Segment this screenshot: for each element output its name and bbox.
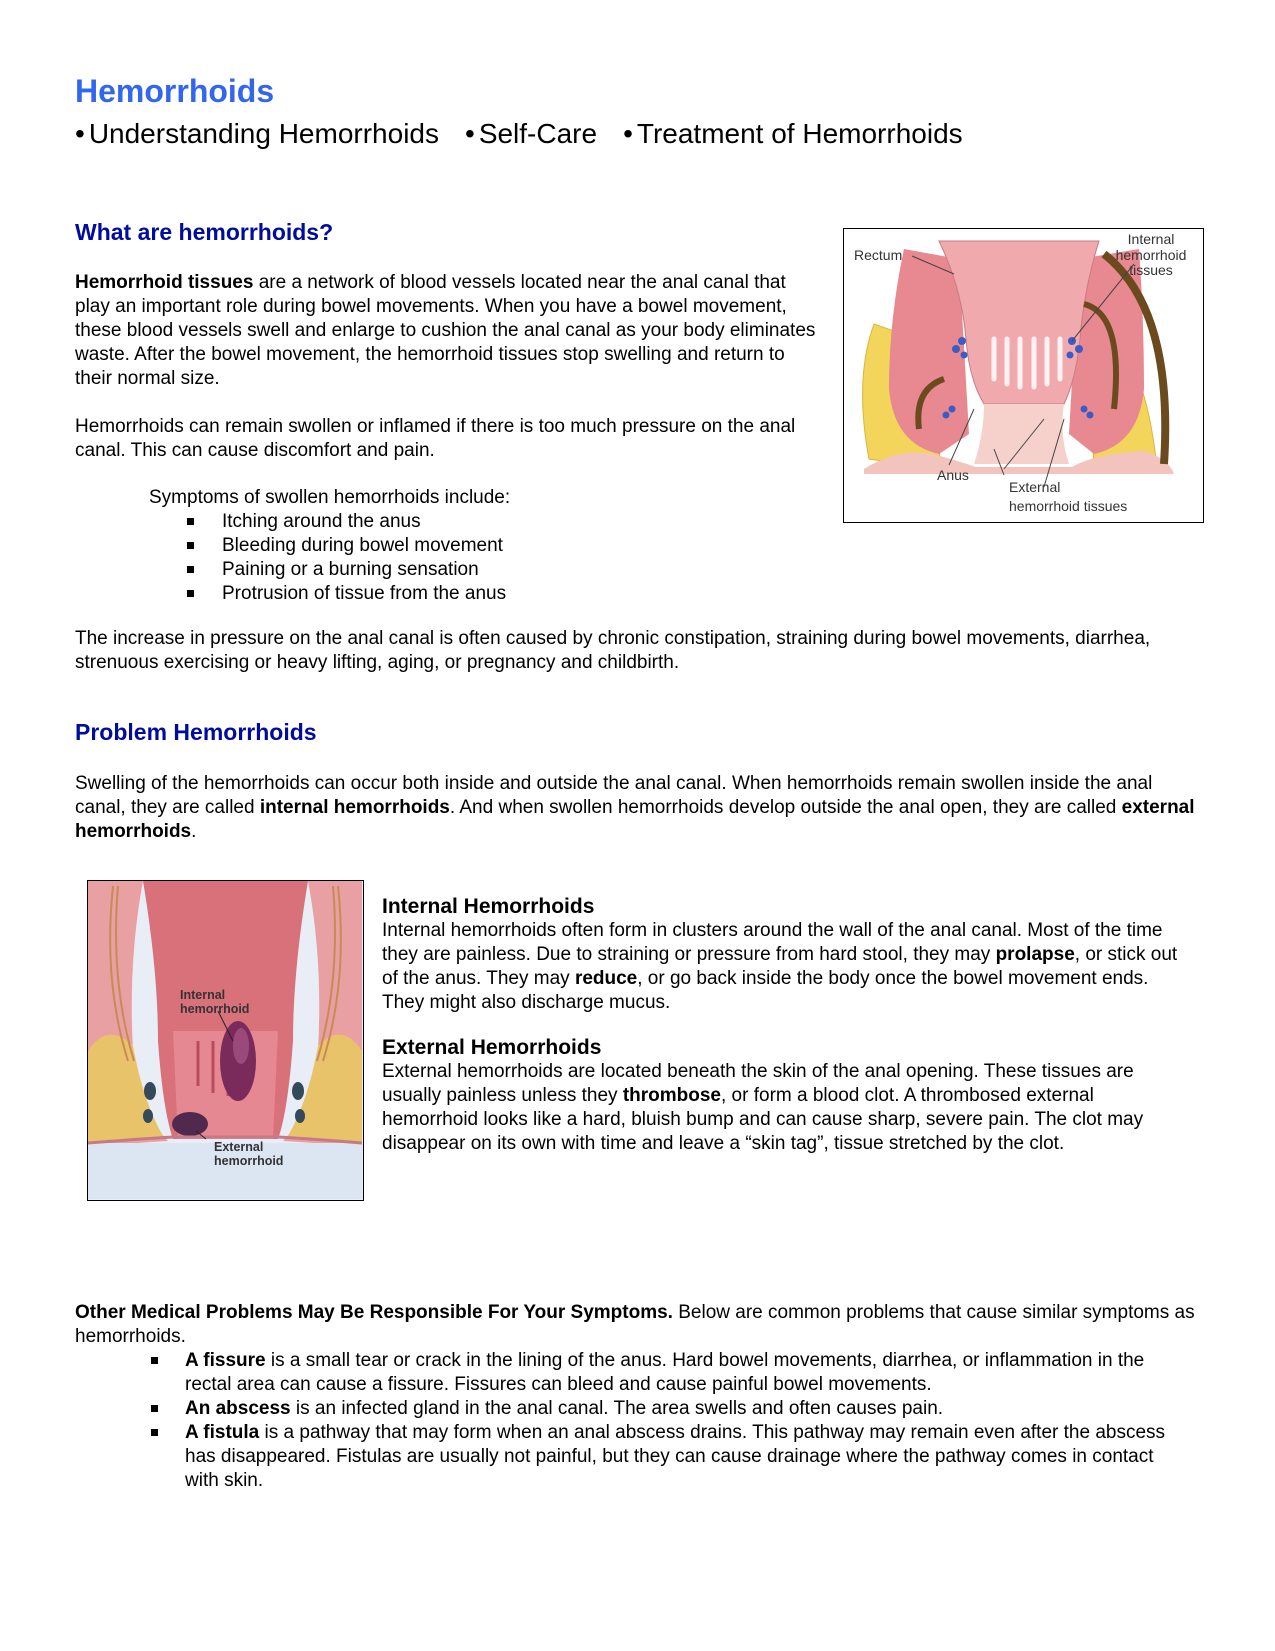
label-internal: tissues	[1129, 262, 1173, 278]
bold-term: prolapse	[995, 944, 1075, 965]
hemorrhoid-types-illustration	[88, 881, 362, 1199]
paragraph-causes: The increase in pressure on the anal canal is often caused by chronic constipation, straining during bowel movements, diarrhea, strenuous exercising or heavy lifting, aging, or pregnancy and childbirth.	[75, 628, 1151, 673]
page-title: Hemorrhoids	[75, 73, 275, 109]
paragraph-text: . And when swollen hemorrhoids develop outside the anal open, they are called	[449, 797, 1122, 818]
list-item	[222, 582, 506, 606]
label-external: hemorrhoid tissues	[1009, 498, 1128, 514]
square-bullet-icon	[187, 566, 194, 573]
nav-item-self-care[interactable]	[465, 118, 597, 150]
symptoms-list	[222, 510, 506, 606]
subheading-external: External Hemorrhoids	[382, 1036, 602, 1059]
square-bullet-icon	[151, 1357, 158, 1364]
paragraph-text: External hemorrhoids are located beneath the skin of the anal opening. These tissues are usually painless unless they	[382, 1061, 1134, 1106]
nav-label: Treatment of Hemorrhoids	[636, 118, 963, 149]
list-item-text: Paining or a burning sensation	[222, 559, 479, 580]
paragraph-text: are a network of blood vessels located near the anal canal that play an important role during bowel movements. When you have a bowel movement, these blood vessels swell and enlarge to cushion the anal canal as your body eliminates waste. After the bowel movement, the hemorrhoid tissues stop swelling and return to their normal size.	[75, 272, 816, 389]
bold-term: Hemorrhoid tissues	[75, 272, 254, 293]
paragraph-problem	[75, 772, 1205, 844]
paragraph-text: , or form a blood clot. A thrombosed external hemorrhoid looks like a hard, bluish bump and can cause sharp, severe pain. The clot may disappear on its own with time and leave a “skin tag”, tissue stretched by the clot.	[382, 1085, 1144, 1154]
hemorrhoid-types-figure	[87, 880, 364, 1201]
bold-term: A fissure	[185, 1350, 266, 1371]
anatomy-figure-rectum	[843, 228, 1204, 523]
bold-term: Other Medical Problems May Be Responsible For Your Symptoms.	[75, 1302, 673, 1323]
list-item-text: is a pathway that may form when an anal abscess drains. This pathway may remain even after the abscess has disappeared. Fistulas are usually not painful, but they can cause drainage where the pathway comes in contact with skin.	[185, 1422, 1166, 1491]
label-internal-hemorrhoid: Internal	[180, 988, 226, 1002]
list-item	[222, 510, 506, 534]
topic-nav	[75, 118, 989, 150]
square-bullet-icon	[187, 542, 194, 549]
nav-label: Understanding Hemorrhoids	[88, 118, 439, 149]
paragraph-other-problems	[75, 1301, 1205, 1349]
label-external-hemorrhoid: hemorrhoid	[214, 1154, 284, 1168]
bullet: •	[75, 118, 85, 149]
paragraph-text: .	[191, 821, 197, 842]
list-item	[222, 558, 506, 582]
bold-term: reduce	[574, 968, 638, 989]
square-bullet-icon	[151, 1405, 158, 1412]
section-heading-problem: Problem Hemorrhoids	[75, 719, 317, 745]
label-anus: Anus	[937, 467, 969, 483]
list-item-text: Protrusion of tissue from the anus	[222, 583, 507, 604]
bold-term: external hemorrhoids	[75, 797, 1195, 842]
nav-item-treatment[interactable]	[623, 118, 963, 150]
label-internal: Internal	[1127, 231, 1175, 247]
list-item-text: is an infected gland in the anal canal. The area swells and often causes pain.	[290, 1398, 944, 1419]
bold-term: internal hemorrhoids	[259, 797, 450, 818]
nav-label: Self-Care	[478, 118, 598, 149]
other-problems-list	[185, 1349, 1185, 1493]
bold-term: A fistula	[185, 1422, 260, 1443]
list-item	[185, 1421, 1185, 1493]
square-bullet-icon	[151, 1429, 158, 1436]
list-item	[222, 534, 506, 558]
section-heading-what-are: What are hemorrhoids?	[75, 219, 334, 245]
paragraph-internal	[382, 919, 1187, 1015]
subheading-internal: Internal Hemorrhoids	[382, 895, 595, 918]
list-item	[185, 1349, 1185, 1397]
label-external: External	[1009, 479, 1061, 495]
nav-item-understanding[interactable]	[75, 118, 439, 150]
bold-term: An abscess	[185, 1398, 291, 1419]
paragraph-external	[382, 1060, 1187, 1156]
paragraph-pressure: Hemorrhoids can remain swollen or inflamed if there is too much pressure on the anal canal. This can cause discomfort and pain.	[75, 416, 796, 461]
list-item	[185, 1397, 1185, 1421]
label-external-hemorrhoid: External	[214, 1140, 264, 1154]
symptoms-intro: Symptoms of swollen hemorrhoids include:	[149, 487, 511, 508]
list-item-text: Itching around the anus	[222, 511, 421, 532]
rectum-anatomy-illustration	[844, 229, 1202, 521]
list-item-text: is a small tear or crack in the lining of the anus. Hard bowel movements, diarrhea, or inflammation in the rectal area can cause a fissure. Fissures can bleed and cause painful bowel movements.	[185, 1350, 1145, 1395]
bullet: •	[623, 118, 633, 149]
square-bullet-icon	[187, 590, 194, 597]
label-rectum: Rectum	[854, 247, 903, 263]
label-internal-hemorrhoid: hemorrhoid	[180, 1002, 250, 1016]
paragraph-hemorrhoid-tissues	[75, 271, 825, 391]
paragraph-text: Swelling of the hemorrhoids can occur both inside and outside the anal canal. When hemorrhoids remain swollen inside the anal canal, they are called	[75, 773, 1153, 818]
square-bullet-icon	[187, 518, 194, 525]
paragraph-text: , or stick out of the anus. They may	[382, 944, 1178, 989]
bullet: •	[465, 118, 475, 149]
paragraph-text: Below are common problems that cause similar symptoms as hemorrhoids.	[75, 1302, 1195, 1347]
list-item-text: Bleeding during bowel movement	[222, 535, 503, 556]
label-internal: hemorrhoid	[1115, 247, 1187, 263]
paragraph-text: Internal hemorrhoids often form in clusters around the wall of the anal canal. Most of the time they are painless. Due to straining or pressure from hard stool, they may	[382, 920, 1163, 965]
bold-term: thrombose	[622, 1085, 721, 1106]
paragraph-text: , or go back inside the body once the bowel movement ends. They might also discharge mucus.	[382, 968, 1149, 1013]
